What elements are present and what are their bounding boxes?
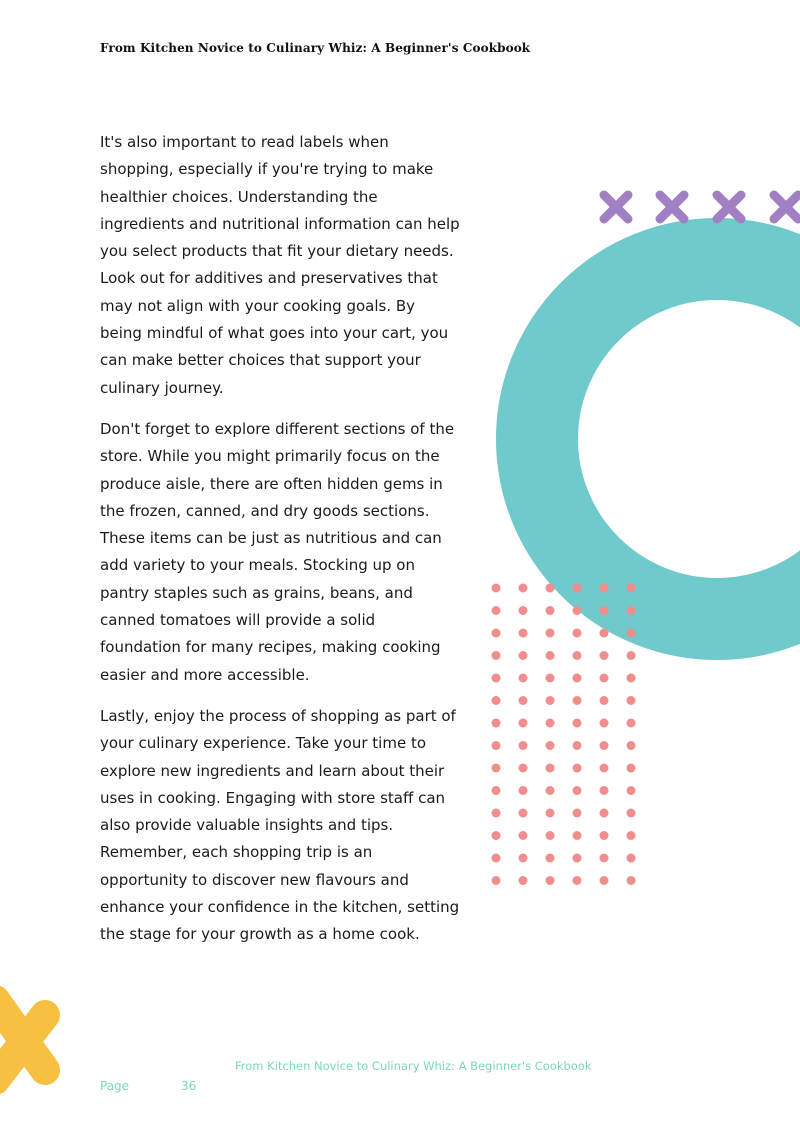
pink-dot [573, 764, 582, 773]
pink-dot [627, 629, 636, 638]
pink-dot [492, 786, 501, 795]
pink-dot [600, 651, 609, 660]
page-label: Page [100, 1079, 130, 1093]
purple-cross-3 [717, 195, 741, 219]
pink-dot [546, 629, 555, 638]
pink-dot [627, 584, 636, 593]
pink-dot [519, 674, 528, 683]
purple-cross-2 [660, 195, 684, 219]
pink-dot [573, 786, 582, 795]
footer-title: From Kitchen Novice to Culinary Whiz: A Beginner's Cookbook [235, 1059, 592, 1073]
pink-dot [573, 809, 582, 818]
paragraph-3: Lastly, enjoy the process of shopping as part of your culinary experience. Take your time to explore new ingredients and learn about their uses in cooking. Engaging with store staff can also provide valuable insights and tips. Remember, each shopping trip is an opportunity to discover new flavours and enhance your confidence in the kitchen, setting the stage for your growth as a home cook. [100, 706, 460, 944]
pink-dot [600, 606, 609, 615]
pink-dot [546, 719, 555, 728]
purple-cross-4 [774, 195, 798, 219]
pink-dot [600, 809, 609, 818]
pink-dot [519, 854, 528, 863]
pink-dot [600, 584, 609, 593]
pink-dot [573, 854, 582, 863]
pink-dot [519, 809, 528, 818]
pink-dot [519, 584, 528, 593]
pink-dot [600, 854, 609, 863]
pink-dot [546, 651, 555, 660]
pink-dot [600, 786, 609, 795]
pink-dot [600, 629, 609, 638]
pink-dot [546, 831, 555, 840]
pink-dot [573, 674, 582, 683]
pink-dot [546, 876, 555, 885]
pink-dot [519, 719, 528, 728]
pink-dot [492, 741, 501, 750]
pink-dot [600, 741, 609, 750]
pink-dot [600, 764, 609, 773]
pink-dot [546, 696, 555, 705]
pink-dot [492, 584, 501, 593]
pink-dot [573, 719, 582, 728]
pink-dot [546, 764, 555, 773]
pink-dot [546, 606, 555, 615]
pink-dot [492, 651, 501, 660]
yellow-cross-shape [0, 1000, 45, 1080]
pink-dot [492, 606, 501, 615]
pink-dot [492, 696, 501, 705]
pink-dot [519, 741, 528, 750]
pink-dot [600, 674, 609, 683]
pink-dot [546, 741, 555, 750]
pink-dot [600, 831, 609, 840]
pink-dot [546, 809, 555, 818]
pink-dot [573, 584, 582, 593]
pink-dot [627, 741, 636, 750]
pink-dot [519, 696, 528, 705]
pink-dot [627, 809, 636, 818]
pink-dot [519, 764, 528, 773]
pink-dot [546, 854, 555, 863]
pink-dot [627, 831, 636, 840]
pink-dot [573, 696, 582, 705]
pink-dot [519, 786, 528, 795]
pink-dot [519, 831, 528, 840]
pink-dot [573, 741, 582, 750]
pink-dot [492, 809, 501, 818]
pink-dot [627, 876, 636, 885]
paragraph-1: It's also important to read labels when shopping, especially if you're trying to make healthier choices. Understanding the ingredients and nutritional information can help you select products that fit your dietary needs. Look out for additives and preservatives that may not align with your cooking goals. By being mindful of what goes into your cart, you can make better choices that support your culinary journey. [100, 133, 460, 397]
pink-dot [546, 584, 555, 593]
pink-dot [492, 719, 501, 728]
pink-dot [600, 876, 609, 885]
pink-dot [600, 696, 609, 705]
pink-dot [627, 606, 636, 615]
pink-dot [519, 629, 528, 638]
paragraph-2: Don't forget to explore different sections of the store. While you might primarily focus on the produce aisle, there are often hidden gems in the frozen, canned, and dry goods sections. These items can be just as nutritious and can add variety to your meals. Stocking up on pantry staples such as grains, beans, and canned tomatoes will provide a solid foundation for many recipes, making cooking easier and more accessible. [100, 419, 455, 684]
body-text [100, 129, 460, 963]
pink-dot [627, 696, 636, 705]
pink-dot [627, 786, 636, 795]
purple-cross-1 [604, 195, 628, 219]
pink-dot [573, 606, 582, 615]
pink-dot [627, 674, 636, 683]
pink-dot [492, 831, 501, 840]
pink-dot [492, 764, 501, 773]
purple-crosses [604, 195, 798, 219]
pink-dot [627, 719, 636, 728]
pink-dot [519, 651, 528, 660]
pink-dot [573, 651, 582, 660]
pink-dot [519, 876, 528, 885]
pink-dot [492, 854, 501, 863]
pink-dot [600, 719, 609, 728]
page-number: 36 [181, 1079, 197, 1093]
pink-dot [573, 831, 582, 840]
running-header: From Kitchen Novice to Culinary Whiz: A Beginner's Cookbook [100, 41, 531, 55]
pink-dot [492, 629, 501, 638]
pink-dot [627, 764, 636, 773]
pink-dot [519, 606, 528, 615]
pink-dot [492, 674, 501, 683]
pink-dot [573, 629, 582, 638]
pink-dot [546, 674, 555, 683]
pink-dot [627, 854, 636, 863]
pink-dot [546, 786, 555, 795]
pink-dot [627, 651, 636, 660]
pink-dot [573, 876, 582, 885]
teal-ring-shape [537, 259, 800, 619]
pink-dot [492, 876, 501, 885]
